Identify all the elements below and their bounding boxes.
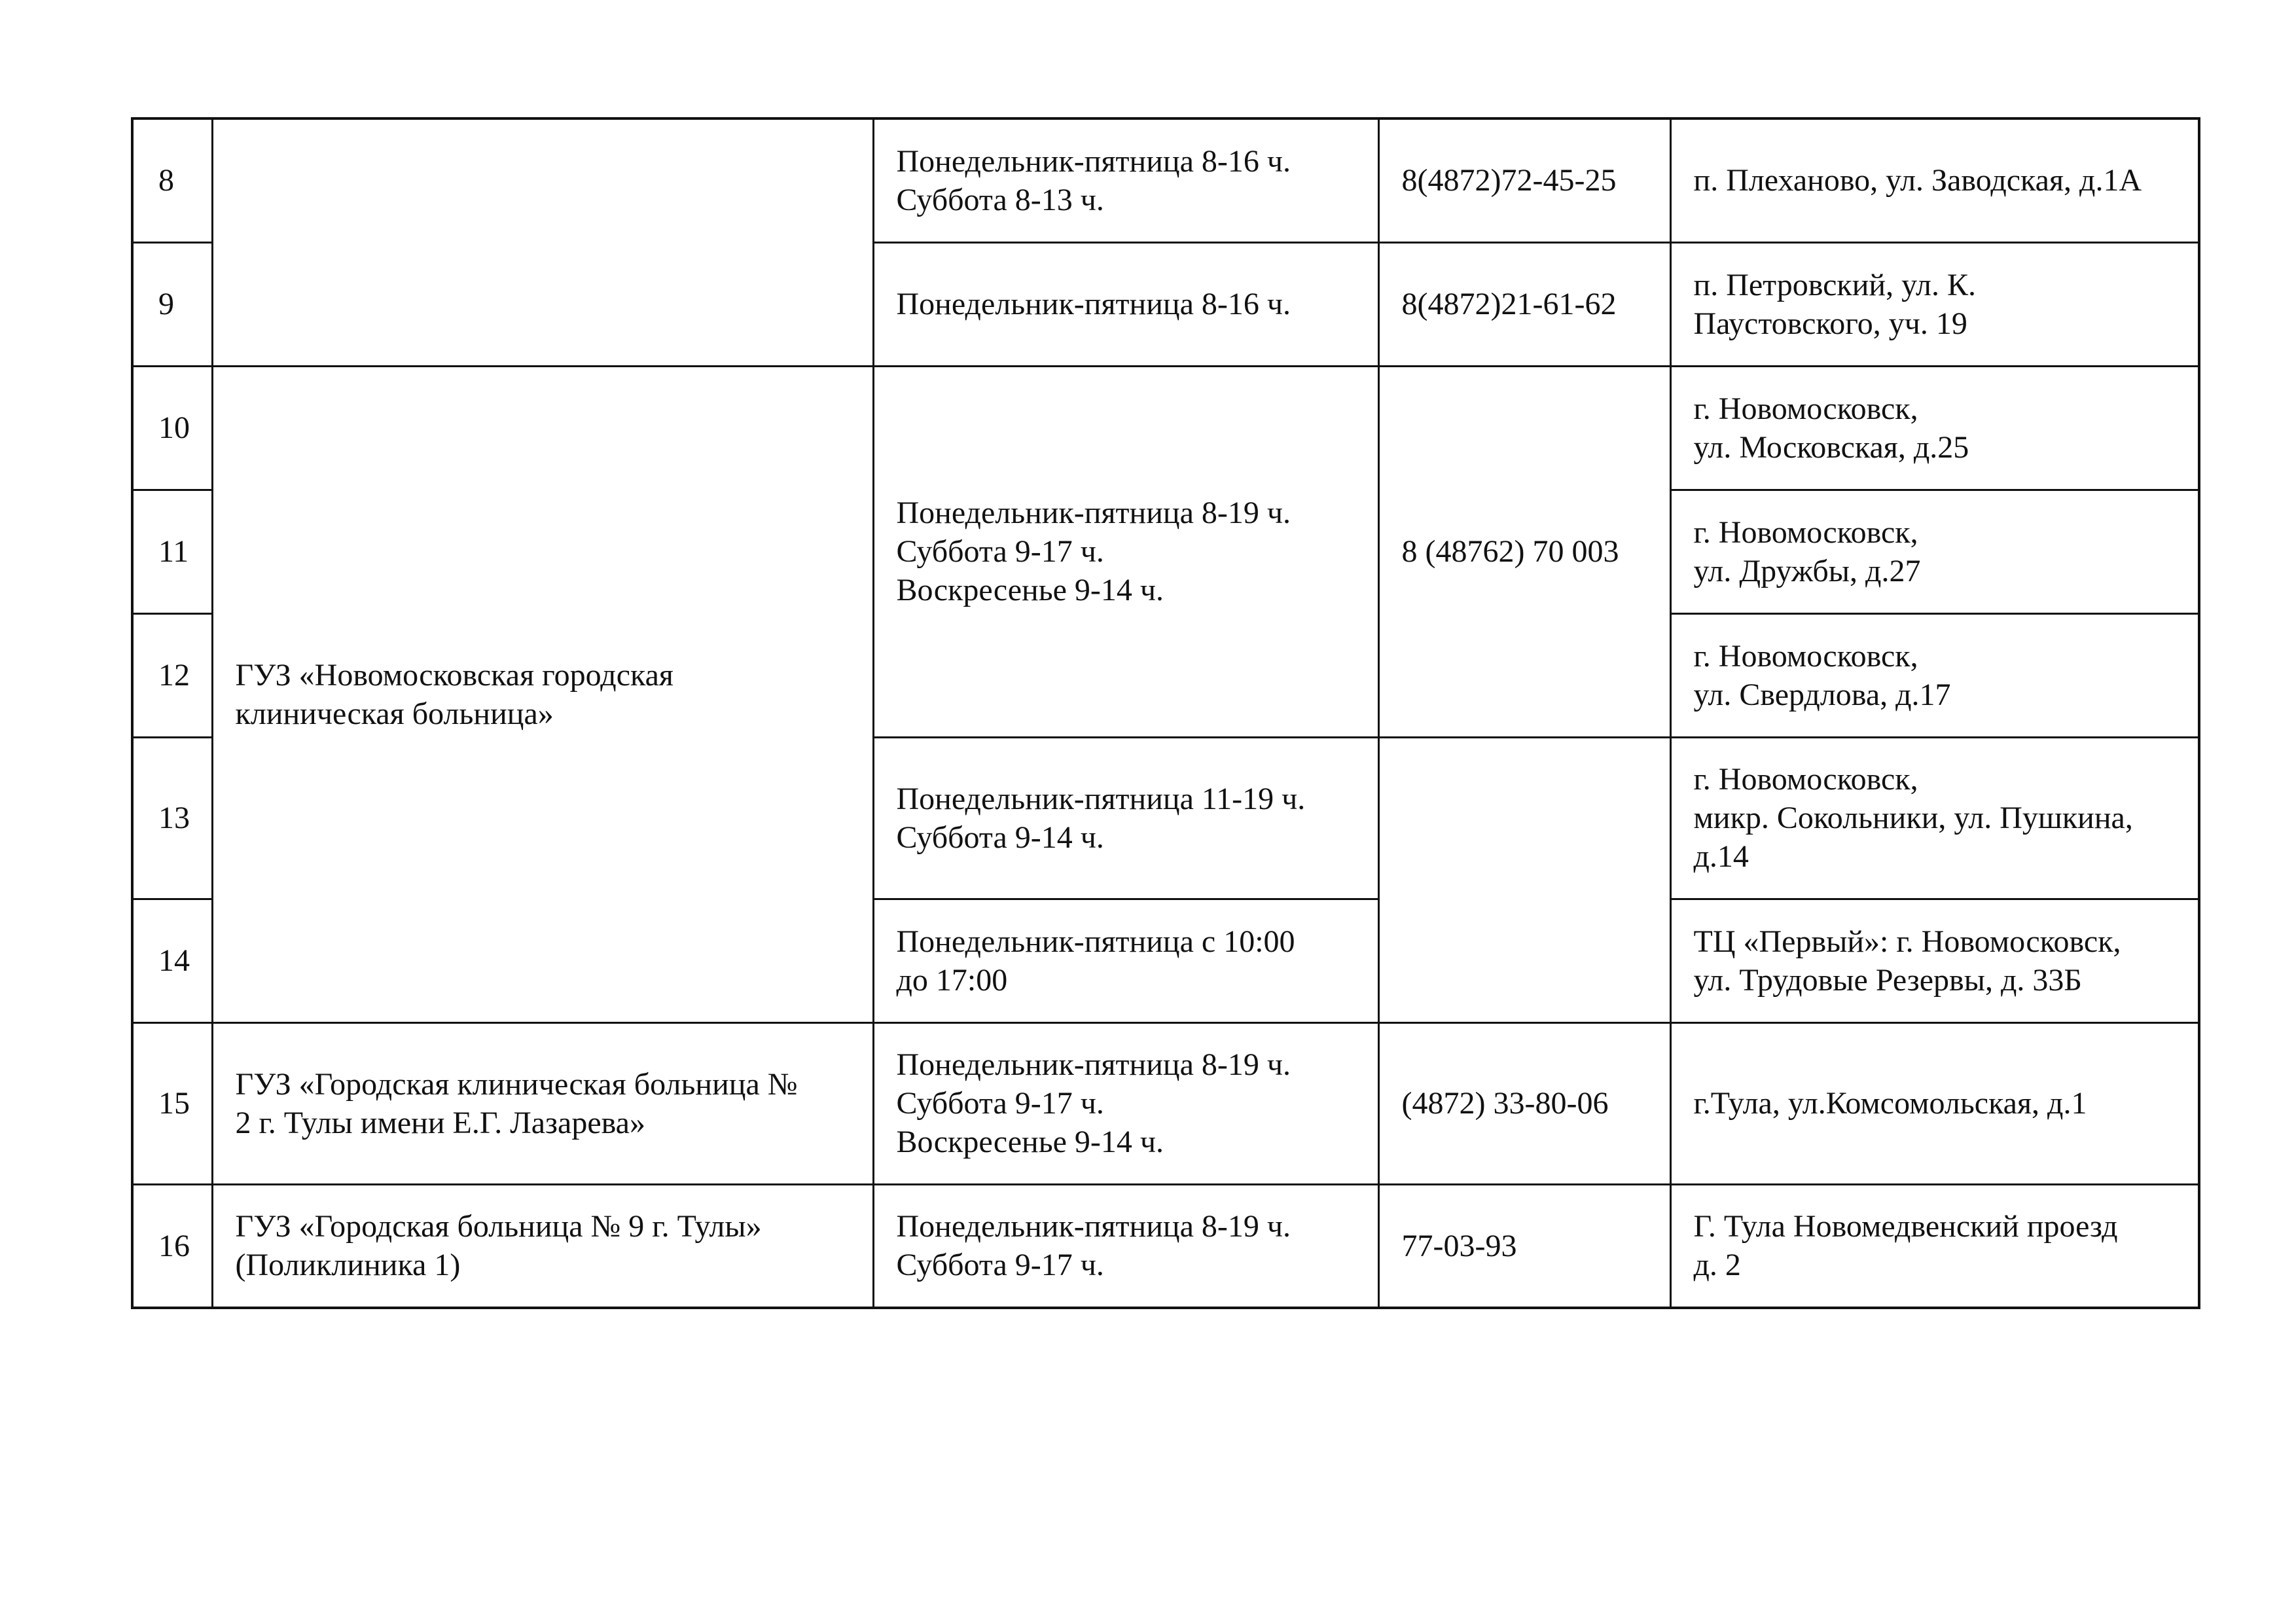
address-cell bbox=[1670, 737, 2199, 899]
schedule-cell bbox=[873, 737, 1378, 899]
address-line: ул. Свердлова, д.17 bbox=[1693, 677, 1951, 712]
table-row bbox=[132, 1184, 2199, 1308]
address-line: ул. Дружбы, д.27 bbox=[1693, 553, 1921, 588]
schedule-cell bbox=[873, 1184, 1378, 1308]
address-line: д. 2 bbox=[1693, 1248, 1741, 1283]
address-cell bbox=[1670, 118, 2199, 242]
row-number: 12 bbox=[132, 613, 212, 737]
address-cell bbox=[1670, 366, 2199, 490]
address-line: п. Плеханово, ул. Заводская, д.1А bbox=[1693, 163, 2142, 198]
organization-line: ГУЗ «Городская клиническая больница № bbox=[235, 1066, 798, 1102]
row-number: 9 bbox=[132, 242, 212, 366]
row-number: 8 bbox=[132, 118, 212, 242]
address-cell bbox=[1670, 1184, 2199, 1308]
schedule-line: Суббота 9-17 ч. bbox=[896, 534, 1104, 569]
organization-cell bbox=[212, 366, 873, 1022]
phone-cell: 8(4872)72-45-25 bbox=[1378, 118, 1670, 242]
address-line: г. Новомосковск, bbox=[1693, 514, 1918, 550]
table-row bbox=[132, 366, 2199, 490]
address-cell bbox=[1670, 899, 2199, 1022]
row-number: 16 bbox=[132, 1184, 212, 1308]
address-line: г.Тула, ул.Комсомольская, д.1 bbox=[1693, 1086, 2087, 1121]
organization-line: 2 г. Тулы имени Е.Г. Лазарева» bbox=[235, 1105, 645, 1140]
schedule-line: Суббота 9-17 ч. bbox=[896, 1086, 1104, 1121]
address-line: п. Петровский, ул. К. bbox=[1693, 267, 1976, 302]
organization-cell bbox=[212, 1184, 873, 1308]
schedule-line: Понедельник-пятница 8-19 ч. bbox=[896, 1047, 1291, 1082]
organization-line: клиническая больница» bbox=[235, 696, 554, 731]
phone-cell: 77-03-93 bbox=[1378, 1184, 1670, 1308]
schedule-line: Понедельник-пятница 8-19 ч. bbox=[896, 496, 1291, 530]
row-number: 10 bbox=[132, 366, 212, 490]
schedule-line: Воскресенье 9-14 ч. bbox=[896, 573, 1164, 607]
phone-cell: 8 (48762) 70 003 bbox=[1378, 366, 1670, 737]
row-number: 13 bbox=[132, 737, 212, 899]
schedule-line: Суббота 9-17 ч. bbox=[896, 1248, 1104, 1283]
schedule-line: Суббота 9-14 ч. bbox=[896, 820, 1104, 855]
organization-line: ГУЗ «Городская больница № 9 г. Тулы» bbox=[235, 1209, 762, 1244]
address-line: ул. Московская, д.25 bbox=[1693, 429, 1969, 465]
address-line: микр. Сокольники, ул. Пушкина, bbox=[1693, 801, 2133, 835]
schedule-line: до 17:00 bbox=[896, 962, 1008, 998]
schedule-line: Понедельник-пятница 8-16 ч. bbox=[896, 287, 1291, 321]
schedule-cell bbox=[873, 242, 1378, 366]
row-number: 14 bbox=[132, 899, 212, 1022]
organization-line: (Поликлиника 1) bbox=[235, 1248, 461, 1283]
address-line: г. Новомосковск, bbox=[1693, 762, 1918, 797]
schedule-line: Понедельник-пятница с 10:00 bbox=[896, 924, 1295, 959]
address-cell bbox=[1670, 613, 2199, 737]
address-line: Паустовского, уч. 19 bbox=[1693, 306, 1967, 341]
address-line: ТЦ «Первый»: г. Новомосковск, bbox=[1693, 924, 2121, 959]
clinics-table bbox=[131, 117, 2200, 1309]
row-number: 15 bbox=[132, 1022, 212, 1184]
schedule-line: Понедельник-пятница 8-19 ч. bbox=[896, 1209, 1291, 1244]
address-cell bbox=[1670, 490, 2199, 613]
schedule-line: Суббота 8-13 ч. bbox=[896, 182, 1104, 217]
address-line: Г. Тула Новомедвенский проезд bbox=[1693, 1209, 2118, 1244]
schedule-line: Понедельник-пятница 11-19 ч. bbox=[896, 781, 1306, 816]
schedule-cell bbox=[873, 366, 1378, 737]
schedule-cell bbox=[873, 118, 1378, 242]
address-cell bbox=[1670, 1022, 2199, 1184]
address-line: д.14 bbox=[1693, 839, 1749, 874]
schedule-cell bbox=[873, 899, 1378, 1022]
organization-cell-empty bbox=[212, 118, 873, 366]
phone-cell-empty bbox=[1378, 737, 1670, 1022]
schedule-line: Понедельник-пятница 8-16 ч. bbox=[896, 143, 1291, 179]
address-line: г. Новомосковск, bbox=[1693, 638, 1918, 674]
organization-line: ГУЗ «Новомосковская городская bbox=[235, 657, 673, 693]
phone-cell: 8(4872)21-61-62 bbox=[1378, 242, 1670, 366]
address-line: г. Новомосковск, bbox=[1693, 391, 1918, 426]
table-row bbox=[132, 1022, 2199, 1184]
row-number: 11 bbox=[132, 490, 212, 613]
phone-cell: (4872) 33-80-06 bbox=[1378, 1022, 1670, 1184]
schedule-line: Воскресенье 9-14 ч. bbox=[896, 1125, 1164, 1159]
address-line: ул. Трудовые Резервы, д. 33Б bbox=[1693, 962, 2082, 998]
address-cell bbox=[1670, 242, 2199, 366]
organization-cell bbox=[212, 1022, 873, 1184]
table-row bbox=[132, 118, 2199, 242]
schedule-cell bbox=[873, 1022, 1378, 1184]
